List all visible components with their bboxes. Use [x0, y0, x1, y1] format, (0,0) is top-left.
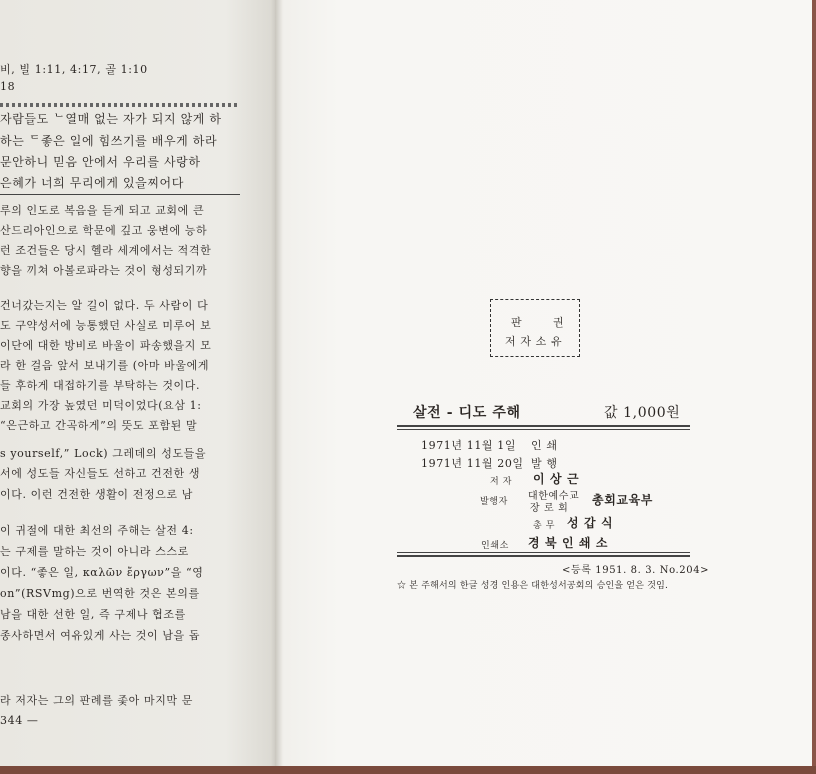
author-label: 저 자	[490, 477, 513, 487]
text-line: 교회의 가장 높였던 미덕이었다(요삼 1:	[0, 399, 202, 412]
text-line: s yourself,” Lock) 그레데의 성도들을	[0, 447, 207, 460]
stamp-char: 권	[553, 316, 565, 329]
text-line: 서에 성도들 자신들도 선하고 건전한 생	[0, 467, 201, 480]
text-line: 라 저자는 그의 판례를 좇아 마지막 문	[0, 694, 193, 707]
text-line: 하는 ᄃ좋은 일에 힘쓰기를 배우게 하라	[0, 134, 218, 148]
left-page	[0, 0, 282, 774]
text-line: 라 한 걸음 앞서 보내기를 (아마 바울에게	[0, 359, 210, 372]
publish-label: 발 행	[531, 457, 558, 470]
section-rule	[0, 194, 240, 195]
colophon-rule-top	[397, 425, 690, 427]
text-line: 도 구약성서에 능통했던 사실로 미루어 보	[0, 319, 212, 332]
text-line: “은근하고 간곡하게”의 뜻도 포함된 말	[0, 419, 198, 432]
publisher-label: 발행자	[480, 497, 508, 507]
printer-label: 인쇄소	[481, 541, 509, 551]
stamp-char: 판	[511, 316, 523, 329]
book-price: 값 1,000원	[604, 405, 681, 421]
text-line: 이다. “좋은 일, καλῶν ἔργων”을 “영	[0, 566, 204, 579]
cover-edge	[812, 0, 816, 774]
text-line: 남을 대한 선한 일, 즉 구제나 협조를	[0, 608, 186, 621]
colophon-rule-bottom	[397, 555, 690, 557]
publisher-dept: 총회교육부	[592, 493, 653, 507]
text-line: 루의 인도로 복음을 듣게 되고 교회에 큰	[0, 204, 205, 217]
stamp-text: 저 자 소 유	[505, 335, 563, 348]
text-line: 이 귀절에 대한 최선의 주해는 살전 4:	[0, 524, 194, 537]
text-line: 건너갔는지는 알 길이 없다. 두 사람이 다	[0, 299, 209, 312]
text-line: 은혜가 너희 무리에게 있을찌어다	[0, 176, 184, 190]
text-line: 자람들도 ᄂ열매 없는 자가 되지 않게 하	[0, 112, 222, 126]
colophon-rule-top-thin	[397, 429, 690, 430]
scripture-note: ☆ 본 주해서의 한글 성경 인용은 대한성서공회의 승인을 얻은 것임.	[397, 581, 669, 591]
wavy-rule	[0, 103, 240, 107]
author-name: 이 상 근	[533, 472, 580, 486]
text-line: 는 구제를 말하는 것이 아니라 스스로	[0, 545, 189, 558]
text-line: 들 후하게 대접하기를 부탁하는 것이다.	[0, 379, 201, 392]
registration-number: <등록 1951. 8. 3. No.204>	[562, 565, 710, 576]
publisher-org: 장 로 회	[530, 503, 569, 514]
copyright-stamp	[490, 299, 580, 357]
publisher-org: 대한예수교	[528, 491, 580, 502]
print-date: 1971년 11월 1일	[421, 439, 517, 452]
colophon-rule-bottom-thin	[397, 552, 690, 553]
text-line: 향을 끼쳐 아볼로파라는 것이 형성되기까	[0, 264, 208, 277]
text-line: 런 조건들은 당시 헬라 세계에서는 적격한	[0, 244, 212, 257]
header-reference: 비, 빌 1:11, 4:17, 골 1:10	[0, 63, 148, 76]
right-page	[286, 0, 816, 774]
book-title: 살전 - 디도 주해	[413, 405, 521, 421]
header-page-number: 18	[0, 80, 16, 93]
text-line: 이다. 이런 건전한 생활이 전정으로 남	[0, 488, 193, 501]
print-label: 인 쇄	[531, 439, 558, 452]
page-footer: 344 —	[0, 714, 39, 727]
president-label: 총 무	[533, 521, 556, 531]
text-line: 종사하면서 여유있게 사는 것이 남을 돕	[0, 629, 201, 642]
printer-name: 경 북 인 쇄 소	[528, 536, 609, 550]
cover-bottom-edge	[0, 766, 816, 774]
president-name: 성 갑 식	[567, 516, 614, 530]
text-line: on”(RSVmg)으로 번역한 것은 본의를	[0, 587, 200, 600]
publish-date: 1971년 11월 20일	[421, 457, 524, 470]
text-line: 산드리아인으로 학문에 깊고 웅변에 능하	[0, 224, 208, 237]
text-line: 이단에 대한 방비로 바울이 파송했을지 모	[0, 339, 212, 352]
text-line: 문안하니 믿음 안에서 우리를 사랑하	[0, 155, 201, 169]
